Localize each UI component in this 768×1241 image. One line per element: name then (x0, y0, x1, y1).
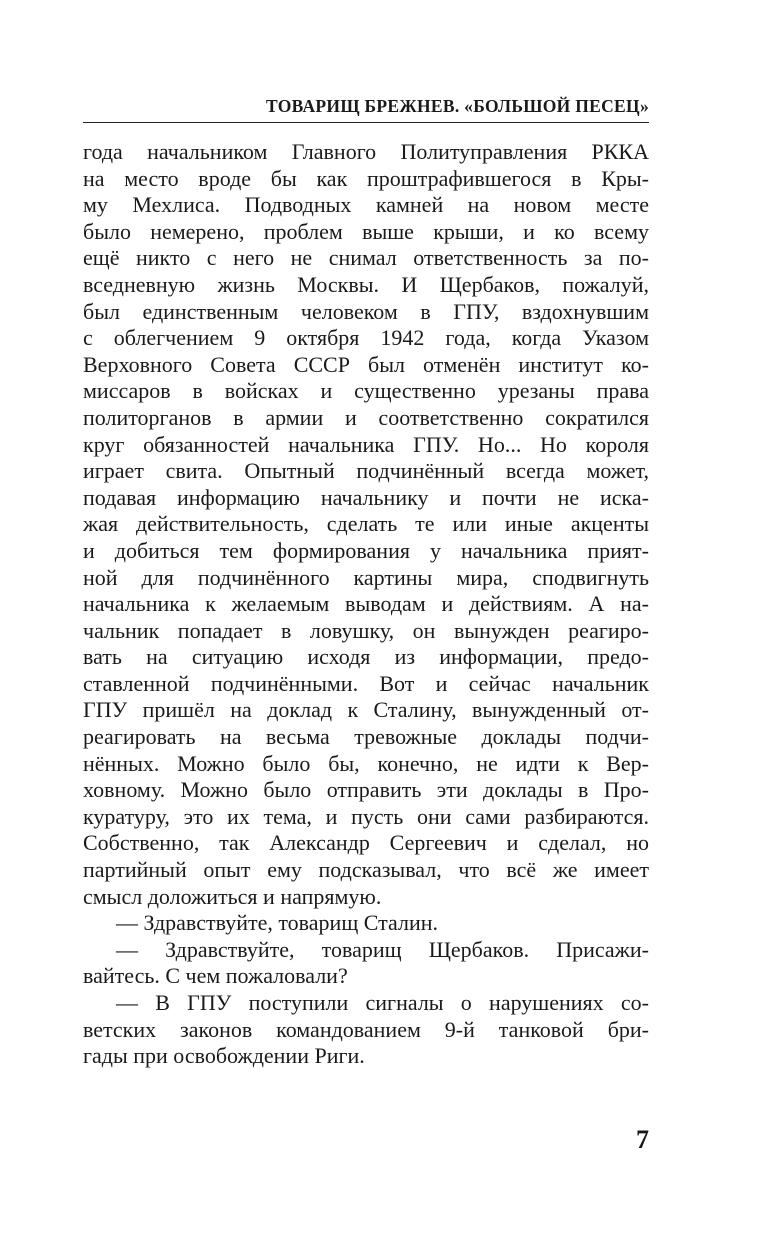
text-line: ещё никто с него не снимал ответственность за по- (83, 245, 649, 271)
text-line: подавая информацию начальнику и почти не иска- (83, 484, 649, 510)
text-line: был единственным человеком в ГПУ, вздохнувшим (83, 298, 649, 324)
dialogue-line: — Здравствуйте, товарищ Щербаков. Присажи- (116, 936, 649, 962)
text-line: круг обязанностей начальника ГПУ. Но... Но короля (83, 431, 649, 457)
body-text (83, 139, 649, 1070)
text-line: ной для подчинённого картины мира, сподвигнуть (83, 564, 649, 590)
text-line: реагировать на весьма тревожные доклады подчи- (83, 724, 649, 750)
text-line: вседневную жизнь Москвы. И Щербаков, пожалуй, (83, 271, 649, 297)
text-line: смысл доложиться и напрямую. (83, 883, 382, 909)
page-number: 7 (636, 1125, 649, 1154)
text-line: ховному. Можно было отправить эти доклады в Про- (83, 777, 649, 803)
text-line: года начальником Главного Политуправления РККА (83, 139, 649, 164)
text-line: Собственно, так Александр Сергеевич и сделал, но (83, 830, 649, 856)
text-line: вайтесь. С чем пожаловали? (83, 963, 348, 989)
dialogue-line: — В ГПУ поступили сигналы о нарушениях со- (116, 990, 649, 1015)
text-line: начальника к желаемым выводам и действиям. А на- (83, 591, 649, 617)
text-line: ГПУ пришёл на доклад к Сталину, вынужденный от- (83, 697, 649, 723)
text-line: миссаров в войсках и существенно урезаны права (83, 378, 649, 404)
text-line: куратуру, это их тема, и пусть они сами разбираются. (83, 803, 649, 829)
dialogue-line: — Здравствуйте, товарищ Сталин. (116, 910, 439, 936)
text-line: чальник попадает в ловушку, он вынужден реагиро- (83, 617, 649, 643)
text-line: жая действительность, сделать те или иные акценты (83, 511, 649, 537)
text-line: на место вроде бы как проштрафившегося в Кры- (83, 165, 649, 191)
text-line: му Мехлиса. Подводных камней на новом месте (83, 192, 649, 218)
running-head (83, 94, 649, 123)
text-line: ставленной подчинёнными. Вот и сейчас начальник (83, 670, 649, 696)
text-line: гады при освобождении Риги. (83, 1043, 365, 1069)
text-line: партийный опыт ему подсказывал, что всё же имеет (83, 857, 649, 883)
text-line: было немерено, проблем выше крыши, и ко всему (83, 218, 649, 244)
text-line: вать на ситуацию исходя из информации, предо- (83, 644, 649, 670)
text-line: с облегчением 9 октября 1942 года, когда Указом (83, 325, 649, 351)
running-title: ТОВАРИЩ БРЕЖНЕВ. «БОЛЬШОЙ ПЕСЕЦ» (265, 96, 649, 116)
text-line: политорганов в армии и соответственно сократился (83, 404, 649, 430)
text-line: ветских законов командованием 9-й танковой бри- (83, 1016, 649, 1042)
text-line: Верховного Совета СССР был отменён институт ко- (83, 351, 649, 377)
text-line: играет свита. Опытный подчинённый всегда может, (83, 458, 649, 484)
text-line: нённых. Можно было бы, конечно, не идти к Вер- (83, 750, 649, 776)
text-line: и добиться тем формирования у начальника прият- (83, 537, 649, 563)
